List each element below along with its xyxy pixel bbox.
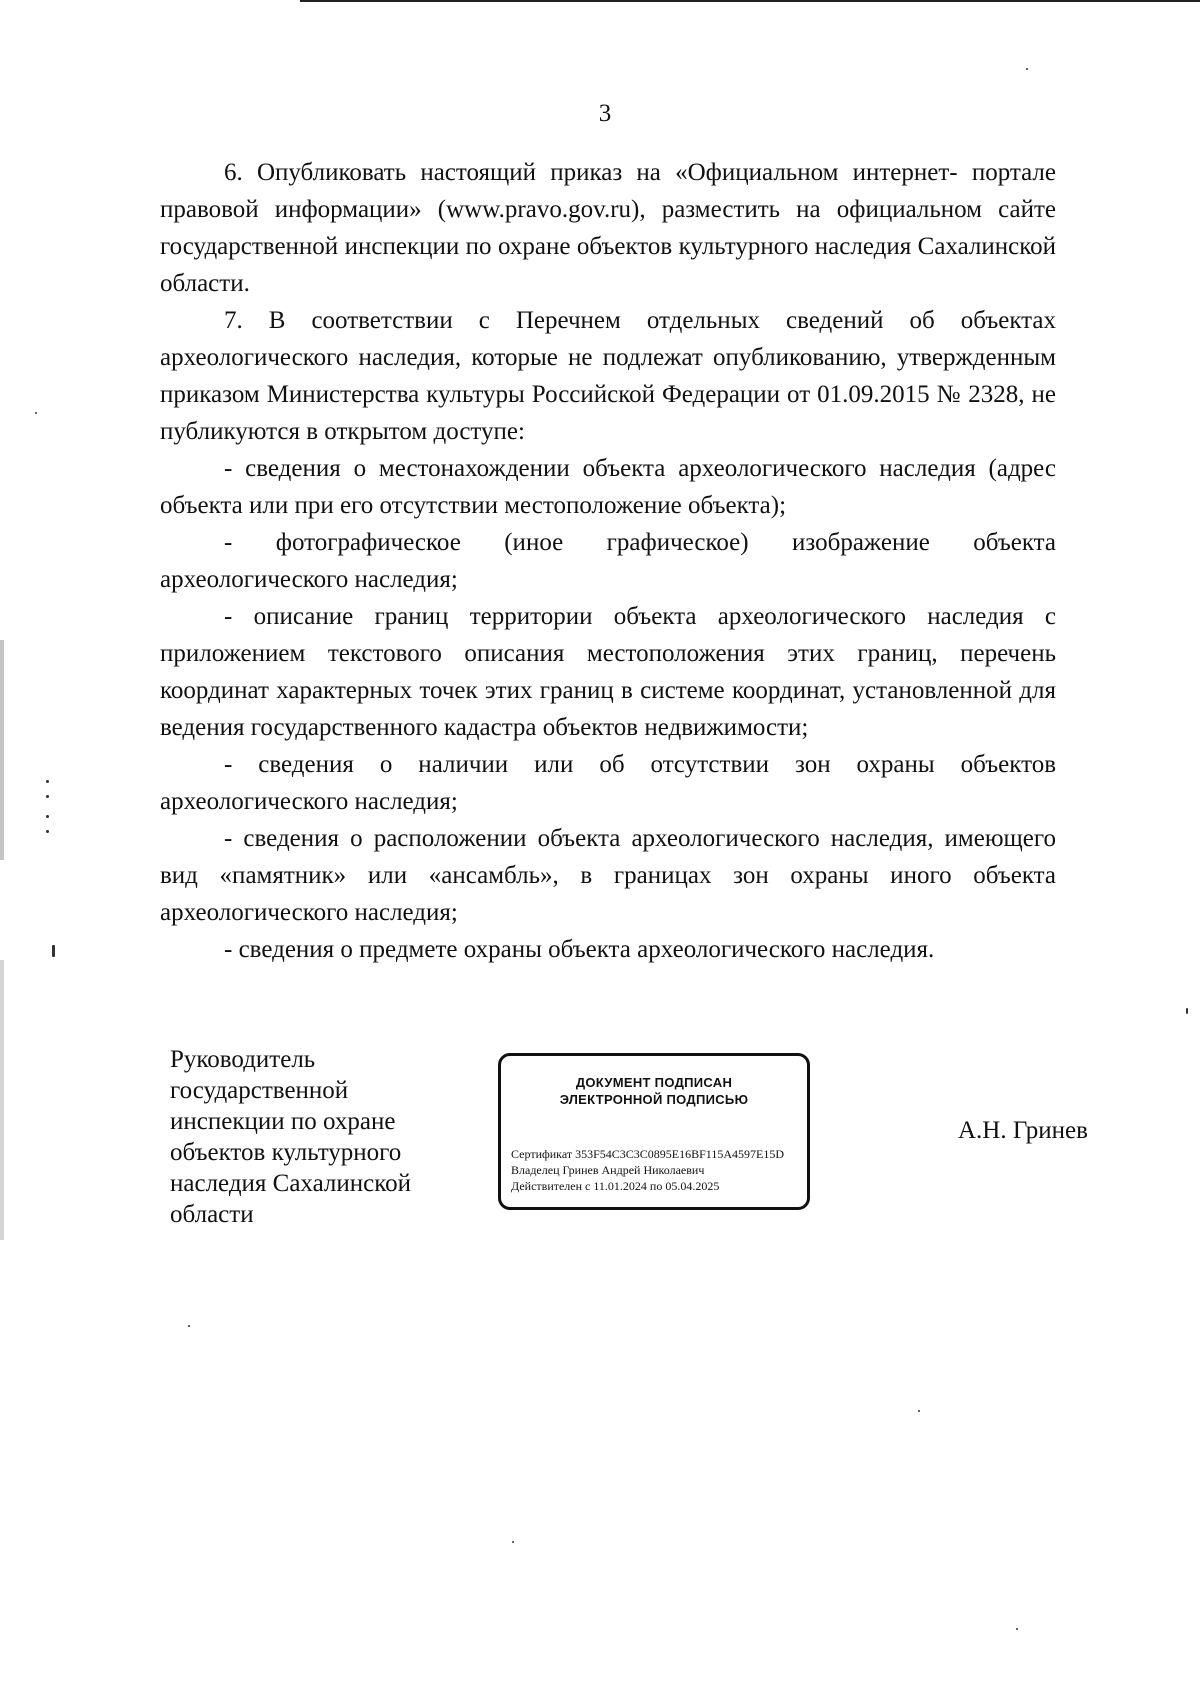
scan-speck [188, 1325, 190, 1327]
scan-speck [1186, 1008, 1188, 1014]
scan-speck [512, 1541, 514, 1543]
list-item-subject-of-protection: - сведения о предмете охраны объекта археологического наследия. [224, 936, 935, 963]
stamp-certificate: Сертификат 353F54C3C3C0895E16BF115A4597E15D [511, 1147, 784, 1161]
stamp-owner: Владелец Гринев Андрей Николаевич [511, 1163, 705, 1177]
stamp-heading [501, 1074, 807, 1108]
scan-speck [1016, 1628, 1018, 1630]
list-item-location: - сведения о местонахождении объекта археологического наследия (адрес объекта или при его отсутствии местоположение объекта); [160, 455, 1056, 519]
stamp-heading-line: ДОКУМЕНТ ПОДПИСАН [575, 1075, 733, 1090]
list-item-photo: - фотографическое (иное графическое) изображение объекта археологического наследия; [160, 529, 1056, 593]
position-line: области [170, 1201, 254, 1228]
scan-edge-artifact [0, 640, 4, 860]
list-item-placement: - сведения о расположении объекта археологического наследия, имеющего вид «памятник» или «ансамбль», в границах зон охраны иного объекта археологического наследия; [160, 825, 1056, 926]
paragraph-6: 6. Опубликовать настоящий приказ на «Официальном интернет- портале правовой информации» (www.pravo.gov.ru), разместить на официальном сайте государственной инспекции по охране объектов культурного наследия Сахалинской области. [160, 159, 1056, 297]
stamp-details [511, 1146, 806, 1194]
scan-edge-artifact [0, 960, 4, 1240]
scan-top-edge [300, 0, 1200, 2]
scan-speck [46, 815, 49, 818]
scan-speck [46, 795, 49, 798]
scan-speck [52, 945, 55, 957]
position-line: инспекции по охране [170, 1108, 396, 1135]
position-line: объектов культурного [170, 1139, 402, 1166]
paragraph-7: 7. В соответствии с Перечнем отдельных сведений об объектах археологического наследия, которые не подлежат опубликованию, утвержденным приказом Министерства культуры Российской Федерации от 01.09.2015 № 2328, не публикуются в открытом доступе: [160, 307, 1056, 445]
position-line: государственной [170, 1077, 349, 1104]
position-line: наследия Сахалинской [170, 1170, 412, 1197]
list-item-protection-zones: - сведения о наличии или об отсутствии зон охраны объектов археологического наследия; [160, 751, 1056, 815]
scan-speck [1026, 68, 1028, 70]
stamp-validity: Действителен с 11.01.2024 по 05.04.2025 [511, 1179, 720, 1193]
signer-name: А.Н. Гринев [958, 1117, 1088, 1144]
scan-speck [46, 830, 49, 833]
order-body [160, 154, 1056, 968]
scan-speck [918, 1410, 920, 1412]
scan-speck [35, 412, 37, 414]
page-number: 3 [598, 100, 612, 127]
signatory-position [170, 1044, 450, 1230]
scan-speck [46, 780, 49, 783]
list-item-boundaries: - описание границ территории объекта археологического наследия с приложением текстового описания местоположения этих границ, перечень координат характерных точек этих границ в системе координат, установленной для ведения государственного кадастра объектов недвижимости; [160, 603, 1056, 741]
electronic-signature-stamp [498, 1053, 810, 1210]
position-line: Руководитель [170, 1046, 316, 1073]
stamp-heading-line: ЭЛЕКТРОННОЙ ПОДПИСЬЮ [559, 1092, 749, 1107]
